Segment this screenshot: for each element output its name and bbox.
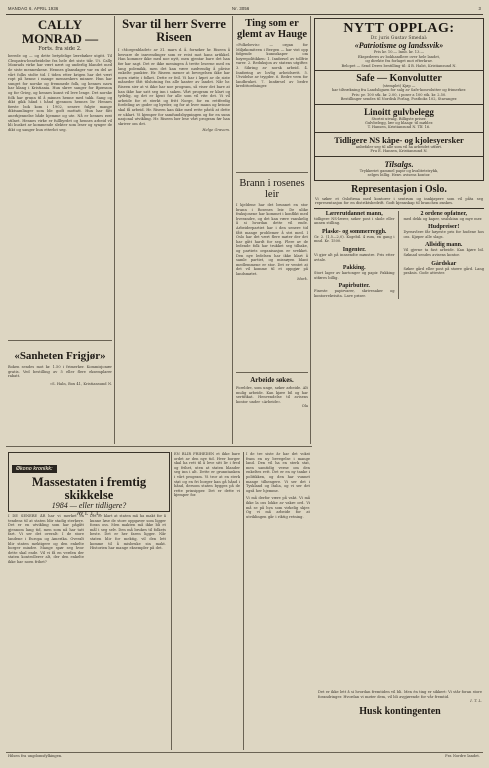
classified-right-column [403,211,485,299]
okono-column-1 [8,514,84,750]
section-divider [8,340,112,341]
ad-line: Bestillinger sendes til Nordisk Forlag, Postboks 102, Stavanger. [340,97,458,102]
ad-headline: Linoitt gulvbelegg [364,106,434,117]
ad-line: T. Hansen, Kristiansund N. Tlf. 16. [367,125,431,130]
ad-line: Belopet — Send Deres bestilling til: 4 B. Halst, Kristiansund N. [341,63,457,68]
cally-monrad-article [8,18,112,338]
ad-price: Pris kr. 10.— Innb. kr. 13.— [373,50,425,55]
representasjon-ad [314,181,484,208]
ad-line: Ekspederes av bokhandlere over hele landet, [357,54,441,59]
bottom-note: Fra Nordre landet. [445,754,480,758]
ad-line: Stortst utvalg. Billigste priser. [371,116,427,121]
kronikk-tag: Økono kronikk: [12,465,57,473]
husk-area [318,690,482,750]
article-headline: Svar til herr Sverre Riseen [122,18,226,45]
svar-article [118,18,230,442]
okono-column-3 [174,452,240,750]
classified-title: Plaske- og sommerreggh. [322,228,387,235]
ad-line: Pris: pr. 100 stk. kr. 2.00, i poser a 100 stk. kr. 2.50. [351,92,447,97]
article-body: I kjeldene har det brunnet en stor brann i Rosenes leir. De ulike fraksjonene har kommet i konflikt med hverandre, og det kan være vanskelig å si hvordan dette vil ende. Arbeiderpartiet har i den senere tid fått mange problemer å stri med. I Oslo har det vært flere møter der det har gått hardt for seg. Flere av de ledende folk har trukket seg tilbake, og partiets organisasjon er svekket. Den nye ledelsen har ikke klart å samle partiet, og misnøyen blant medlemmene er stor. Det er ventet at det vil komme til et oppgjør på landsmøtet. [236,203,308,276]
ting-article [236,18,308,168]
ad-line: anbefaler seg til alle som vil ha arbeidet utført. [355,144,443,149]
sanheten-ad [8,350,112,442]
article-signature: I. T. L. [470,699,482,704]
article-byline: Av I. T. L. [76,510,102,517]
bottom-note: Hilsen fra ungdomsfylkingen. [8,754,63,758]
classified-title: Papirbutter. [338,283,370,290]
column-rule [232,16,233,444]
bottom-rule [6,752,483,753]
article-continuation: Forts. fra side 2. [38,46,82,53]
classified-title: Lærerutdannet mann, [325,210,383,217]
article-body: Det er klart at staten må ha makt for å kunne løse de store oppgaver som ligger foran oss. Men makten må ikke bli et mål i seg selv. Den må brukes til folkets beste. Det er her faren ligger. Når staten blir for mektig, vil den lett komme til å misbruke sin makt. Historien har mange eksempler på det. [90,514,166,551]
article-signature: Helge Gravem. [202,128,230,133]
ad-headline: Tilsalgs. [384,158,414,169]
classified-body: Gr. 2. (1,5—2,0). Kogebil. 4 rum, en gang i mnd. Kr. 1500. [314,234,395,244]
column-rule [310,16,311,444]
classified-body: Stort lager av kartonger og papir. Pakking utføres billig. [314,271,395,280]
bottom-right-note [380,754,480,766]
ad-body: Vi søker et Oslofirma med kontorer i sentrum og innkjøpere som vil påta seg representasjon for en distriktsbedrift. Godt kjennskap til branchen ønskes. [315,196,483,206]
bottom-left-note [8,754,168,766]
article-body: Det er ikke lett å si hvordan fremtiden vil bli. Men én ting er sikkert: Vi står foran store forandringer. Hvordan vi møter dem, vil bli avgjørende for vår fremtid. [318,690,482,699]
article-body: I «Morgenbladet» av 31. mars d. å. forsøker hr. Riseen å besvare de innvendinger som er reist mot hans artikkel. Han kommer ikke med noe nytt, men gjentar bare det han før har sagt. Det er ikke meningen å trette leserne med en lang polemikk, men det kan være nødvendig å påvise enkelte punkter. Hr. Riseen mener at bevegelsen ikke har noen støtte i folket. Dette er feil. Vi har i løpet av de siste måneder fått tilslutning fra alle kanter av landet. Når hr. Riseen sier at vi ikke har noe program, så viser det bare at han ikke har satt seg inn i saken. Vårt program er klart og tydelig, og det er kjent for alle som vil vite det. Vi vil arbeide for et sterkt og fritt Norge, for en rettferdig fordeling av goder og byrder, og for at hver mann og kvinne skal få arbeid. Hr. Riseen kan ikke med rette påstå at dette er uklart. Vi kjemper for samfundsbygningen og for en sunn nasjonal utvikling. Hr. Riseen bør lese vårt program før han skriver om det. [118,48,230,126]
column-rule [114,16,115,444]
classified-body: tidligere NS-lærer, søker post i skole eller annen stilling. [314,216,395,226]
ad-body: Foreldre, som unge, søker arbeide. Alt mulig arbeide. Kan kjøre bil og har sertifikat. Henvendelse til avisens kontor under «Arbeide». [236,386,308,404]
classified-title: 2 ordene opfatner, [420,210,468,217]
masthead-date: MANDAG 6. APRIL 1936 [8,6,59,11]
okono-column-2 [90,514,166,750]
classified-body: Vi gjør alt på innsendte mønstre. Pris etter avtale. [314,253,395,262]
ad-headline: NYTT OPPLAG: [343,21,455,36]
section-divider [236,372,308,373]
article-body: Vi må derfor være på vakt. Vi må ikke la oss lokke av vakre ord. Vi må se på hva som virkelig skjer. Og vi må arbeide for at utviklingen går i riktig retning. [246,496,310,519]
ad-author: Dr. juris Gustav Smedal: [370,36,428,41]
okono-headline-box [8,452,170,517]
ad-headline: Safe — Konvolutter [356,73,442,85]
classified-title: Hudpreiser! [428,224,460,231]
article-signature: Mark. [297,276,308,281]
article-headline: Brann i rosenes leir [239,178,305,201]
ad-headline: Arbeide søkes. [250,376,294,384]
ad-line: Fru E. Hansen, Kristiansund N. [370,149,428,154]
ad-line: og direkte fra forlaget mot efterkrav. [365,59,433,64]
ad-signature: Ola [301,404,308,409]
classified-grid [314,208,484,299]
safe-ad [314,71,484,105]
article-body: berede og — og dette betydelige lærebøker utgitt. Til Cleopatra-bearbeidelse fra hele det siste tiår. Ut. Cally Monrads virke har vært nært og underlig blandet med de siste menneskene. Hennes glansdager var en del av vårt folks stolte tid. I tiden etter krigen har det vært ropt på henne i mange menneskers minner. Hun har sunget for norske og fremmede folk, og hennes navn har klang i Kristiania. Hun skrev sanger for Bjørnson og for Grieg, og hennes kunst vil leve lenge. Det norske folk har grunn til å minnes henne med takk. Sang og dikt gikk hånd i hånd gjennom hennes liv. Hennes første bok kom i 1902, senere fulgte mange diktsamlinger som ble godt mottatt. Hun har fått anerkjennelse både hjemme og ute. Nå er hennes røst stilnet. Hennes virke er fullbyrdet og hennes arbeid vil bli husket av kommende slekter som leser og synger de dikt og sanger hun etterlot seg. [8,54,112,132]
ad-line: Trykkeriet gammel papir og kvalitetstrykk, [359,168,439,173]
tidligere-ad [314,133,484,157]
classified-left-column [314,211,399,299]
classified-body: Fineste papirvarer, skrivesaker og kontorrekvisita. Lave priser. [314,289,395,299]
husk-headline: Husk kontingenten [359,705,441,717]
ad-line: Gulvbelegg, lær og blaagr. til møbler. [364,121,434,126]
masthead-page-number: 3 [478,6,481,11]
ad-line: har tiltrækning fra Landsligaen for salg av Safe-konvolutter og frimerker. [331,88,467,93]
classified-body: Vil gjerne ta fast arbeide. Kan kjøre bil. Søknad sendes avisens kontor. [403,248,484,258]
article-body: EN BLIR FRIHEDEN et ikke bare ordet av den nye tid. Hver borger skal ha rett til å leve sitt liv i fred og frihet, uten at staten blander seg inn i alt. Dette er grunntanken i vårt program. Vi tror at en sterk stat og en fri borger kan gå hånd i hånd, dersom staten bygges på de rette prinsipper. Det er dette vi kjemper for. [174,452,240,498]
ad-headline: «Sanheten Frigjør» [14,350,106,362]
column-rule [243,452,244,750]
article-body: I DE SENERE ÅR har vi merket en tendens til at staten blir stadig sterkere. Det er en utvikling som har pågått gjennom lang tid, men som nå har tatt fart. Vi ser det overalt: I de store landene i Europa og Amerika. Overalt blir staten mektigere og den enkelte borger mindre. Mange spør seg hvor dette skal ende. Vil vi få en verden der staten kontrollerer alt, der den enkelte ikke har noen frihet? [8,514,84,564]
ad-address: «S. Haln, Box 41, Kristiansund N. [49,381,112,386]
ad-headline: Representasjon i Oslo. [351,183,447,195]
article-headline: Ting som er glemt av Hauge [237,18,307,41]
ad-line: selges billig. Henv. avisens kontor. [367,173,431,178]
classified-body: Søker gård eller post på større gård. Lang praksis. Gode attester. [403,266,484,276]
ad-subline: (stemplet) Kjøp — [382,84,416,89]
classified-title: Pakking. [342,265,366,272]
masthead-issue: Nr. 3056 [232,6,250,11]
classified-body: Dyreavlere får høyeste pris for hudene hos oss. Kjøper alle slags. [403,230,484,239]
classified-body: med dekk og kaper, sealskinn og mye mer. [403,216,483,221]
classified-title: Gårdskar [431,260,457,267]
arbeide-ad [236,376,308,442]
article-headline: Massestaten i fremtig skikkelse [31,475,147,503]
article-body: «Folkebevis» — organ for Miljøkomiteen i Bergen — har vist opp følgende kunnskaper om høyrepolitikken: 1. Innførsel av tollfrie varer. 2. Reduksjon av statens utgifter. 3. Sikring av norsk arbeid. 4. Innføring av lovlig arbeidsrett. 5. Utvidelse av trygder. 6. Bedre vern for landbruket. 7. Innførsel av bedre kredittordninger. [236,43,308,89]
ads-column [314,18,484,752]
masthead [6,2,483,15]
section-divider [6,446,312,447]
classified-title: Ingenter. [342,247,366,254]
ad-book-title: «Patriotisme og landssvik» [354,41,444,51]
article-subheadline: 1984 — eller tidligere? [51,501,127,511]
linoitt-ad [314,105,484,133]
article-body: I de tre siste år har det vokst fram en ny bevegelse i mange land. Den vil ha en sterk stat, men samtidig verne om den enkeltes rett. Det er en ny tanke i politikken, og den har vunnet mange tilhengere. Vi ser det i Tyskland og Italia, og vi ser det også her hjemme. [246,452,310,493]
ad-headline: Tidligere NS kåpe- og kjolesyersker [334,134,464,145]
okono-column-4 [246,452,310,750]
classified-title: Allsidig mann. [425,242,463,249]
section-divider [236,172,308,173]
tilsalgs-ad [314,157,484,181]
brann-article [236,178,308,368]
ad-body: Boken sendes mot kr. 1.50 i frimerker. Kommisjonær gratis. Ved bestilling av 5 eller flere eksemplarer rabatt. [8,365,112,379]
article-headline: CALLY MONRAD — [21,18,99,46]
column-rule [171,452,172,750]
nytt-opplag-ad [314,18,484,71]
